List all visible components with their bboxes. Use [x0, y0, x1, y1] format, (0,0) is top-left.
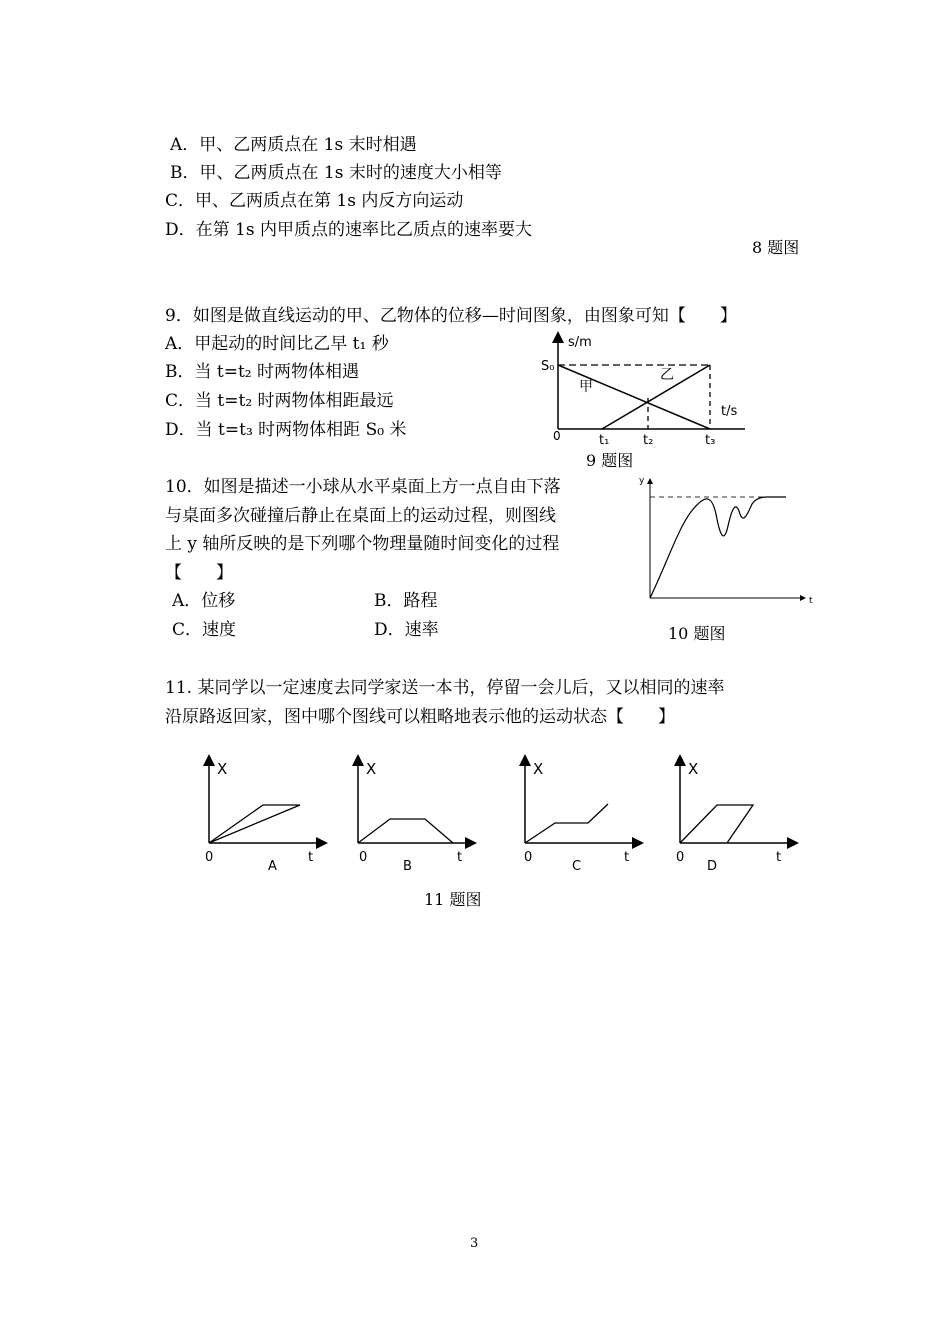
q10-stem-line-3: 上 y 轴所反映的是下列哪个物理量随时间变化的过程 — [165, 534, 560, 554]
q11-b-x-label: t — [457, 850, 463, 865]
q10-option-a: A．位移 — [172, 591, 236, 611]
q8-caption: 8 题图 — [752, 238, 800, 257]
q11-d-origin: 0 — [676, 850, 685, 865]
q9-x-label: t/s — [721, 404, 738, 419]
q11-a-label: A — [268, 859, 277, 874]
q11-d-label: D — [707, 859, 718, 874]
q11-b-origin: 0 — [359, 850, 368, 865]
q11-c-origin: 0 — [524, 850, 533, 865]
q11-c-y-label: X — [533, 760, 544, 778]
q9-option-b: B．当 t=t₂ 时两物体相遇 — [165, 362, 360, 382]
q8-option-d: D．在第 1s 内甲质点的速率比乙质点的速率要大 — [165, 220, 532, 240]
q9-stem: 9．如图是做直线运动的甲、乙物体的位移—时间图象，由图象可知【 】 — [165, 306, 737, 326]
q10-figure — [636, 474, 816, 606]
q10-curve — [650, 497, 786, 598]
q11-a-line — [209, 805, 300, 843]
q9-origin-label: 0 — [553, 429, 561, 443]
q11-graph-d — [676, 757, 796, 874]
q11-b-line — [358, 819, 453, 843]
q10-caption: 10 题图 — [668, 624, 726, 643]
q10-option-d: D．速率 — [374, 620, 439, 640]
q11-c-line — [525, 804, 608, 843]
q9-tick-t2: t₂ — [643, 433, 654, 448]
q10-stem-line-2: 与桌面多次碰撞后静止在桌面上的运动过程，则图线 — [165, 506, 556, 526]
q9-line-jia — [558, 365, 710, 429]
page-number: 3 — [470, 1236, 479, 1251]
q11-b-y-label: X — [366, 760, 377, 778]
q9-tick-t3: t₃ — [705, 433, 716, 448]
q11-stem-line-1: 11. 某同学以一定速度去同学家送一本书，停留一会儿后，又以相同的速率 — [165, 678, 725, 698]
q9-s0-label: S₀ — [541, 359, 555, 374]
q11-a-origin: 0 — [205, 850, 214, 865]
q9-y-label: s/m — [568, 335, 592, 350]
q9-option-a: A．甲起动的时间比乙早 t₁ 秒 — [165, 334, 389, 354]
q9-option-c: C．当 t=t₂ 时两物体相距最远 — [165, 391, 394, 411]
q11-a-x-label: t — [308, 850, 314, 865]
q9-label-yi: 乙 — [660, 367, 674, 383]
q11-a-y-label: X — [217, 760, 228, 778]
q9-line-yi — [602, 365, 710, 429]
q11-figure — [195, 752, 815, 877]
q11-stem-line-2: 沿原路返回家，图中哪个图线可以粗略地表示他的运动状态【 】 — [165, 707, 675, 727]
q11-graph-b — [358, 757, 474, 874]
q11-d-line — [680, 805, 753, 843]
q11-c-x-label: t — [624, 850, 630, 865]
q9-label-jia: 甲 — [579, 379, 593, 395]
q11-caption: 11 题图 — [424, 890, 482, 909]
q11-b-label: B — [403, 859, 412, 874]
q11-graph-a — [205, 757, 325, 874]
q9-tick-t1: t₁ — [599, 433, 610, 448]
q10-stem-line-4: 【 】 — [165, 563, 233, 583]
q10-y-label: y — [639, 476, 645, 486]
q10-option-b: B．路程 — [374, 591, 438, 611]
q8-option-a: A．甲、乙两质点在 1s 末时相遇 — [170, 135, 417, 155]
q11-d-x-label: t — [776, 850, 782, 865]
q10-stem-line-1: 10．如图是描述一小球从水平桌面上方一点自由下落 — [165, 477, 561, 497]
q11-graph-c — [524, 757, 641, 874]
q9-caption: 9 题图 — [586, 451, 634, 470]
q8-option-b: B．甲、乙两质点在 1s 末时的速度大小相等 — [170, 163, 502, 183]
q11-c-label: C — [572, 859, 582, 874]
q10-option-c: C．速度 — [172, 620, 237, 640]
q9-option-d: D．当 t=t₃ 时两物体相距 S₀ 米 — [165, 420, 407, 440]
q11-d-y-label: X — [688, 760, 699, 778]
q9-figure — [535, 328, 770, 453]
q8-option-c: C．甲、乙两质点在第 1s 内反方向运动 — [165, 191, 464, 211]
q10-x-label: t — [809, 596, 813, 606]
